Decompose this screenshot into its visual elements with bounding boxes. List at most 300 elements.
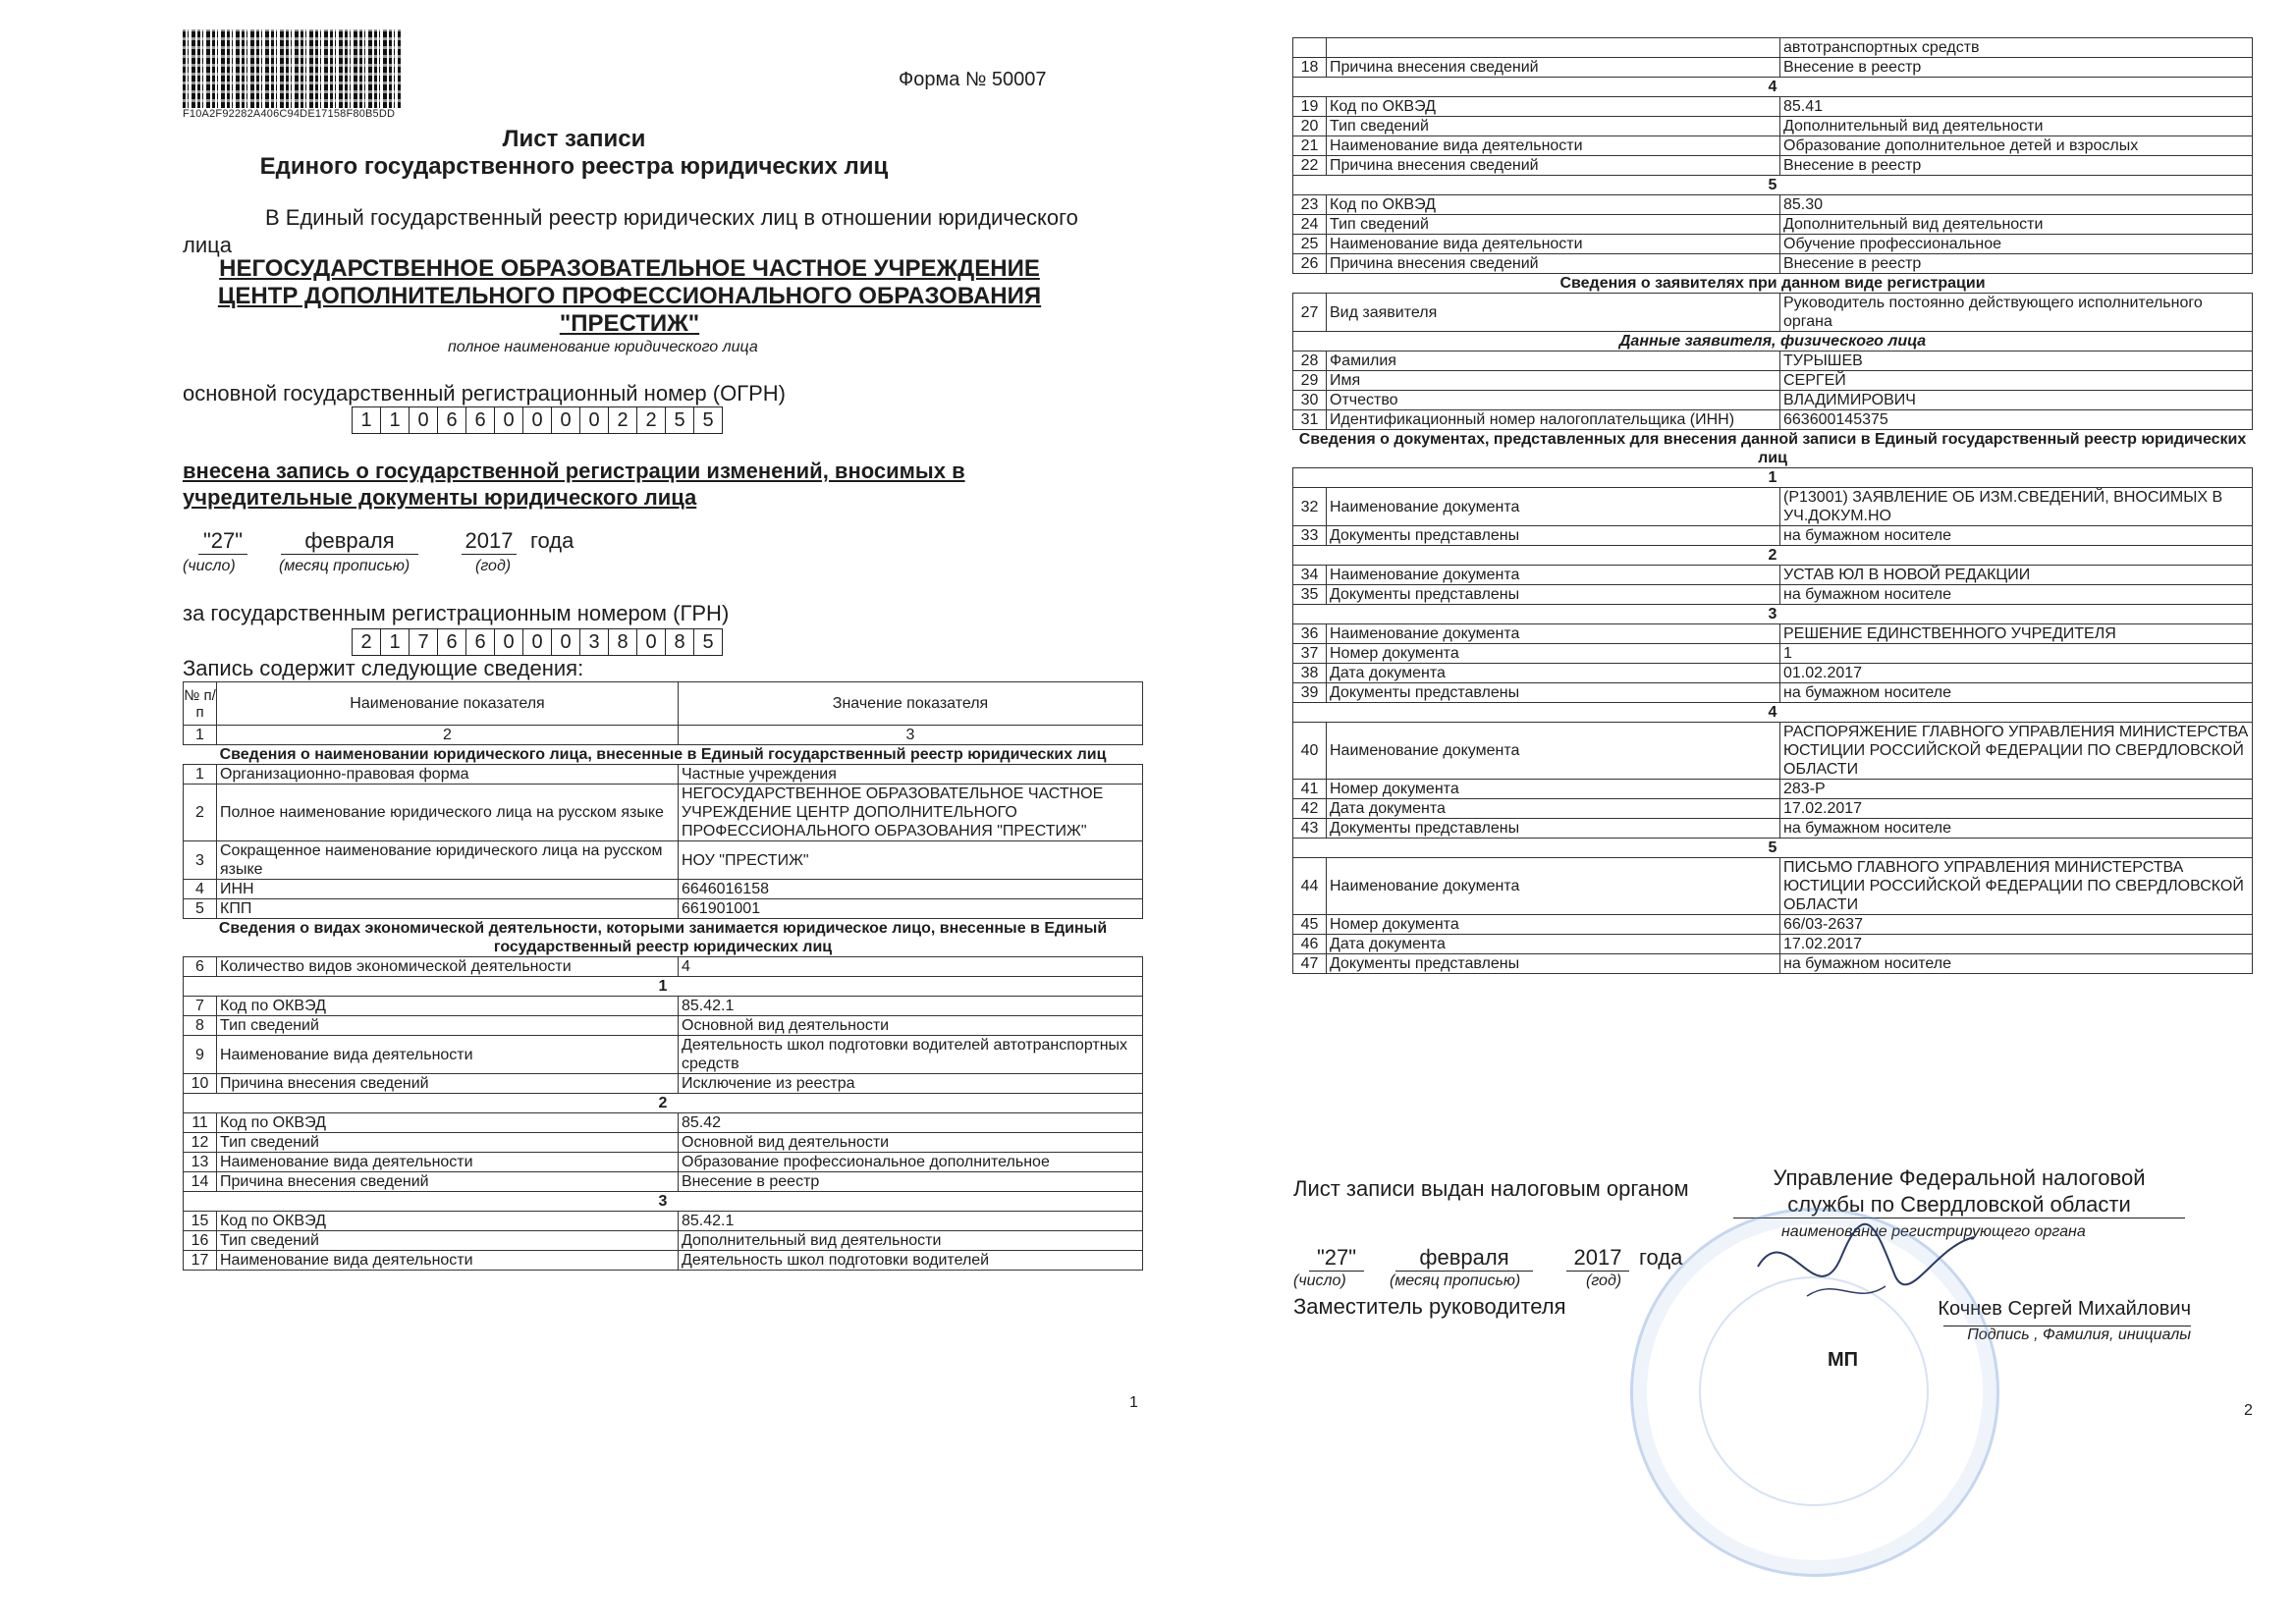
row-number: 27 — [1293, 294, 1327, 332]
table-row — [1293, 526, 2253, 546]
row-indicator-name: Причина внесения сведений — [1327, 156, 1780, 176]
table-row — [1293, 371, 2253, 391]
row-number: 39 — [1293, 683, 1327, 703]
row-indicator-name: Документы представлены — [1327, 819, 1780, 839]
row-indicator-name: Тип сведений — [217, 1133, 679, 1153]
row-number: 34 — [1293, 566, 1327, 585]
row-indicator-name: Полное наименование юридического лица на русском языке — [217, 785, 679, 841]
row-indicator-value: Деятельность школ подготовки водителей автотранспортных средств — [679, 1036, 1143, 1074]
row-indicator-name: Фамилия — [1327, 352, 1780, 371]
record-date — [183, 528, 595, 587]
row-indicator-value: 66/03-2637 — [1780, 915, 2253, 935]
issuer-hint: наименование регистрирующего органа — [1781, 1223, 2086, 1240]
row-number: 17 — [184, 1251, 217, 1271]
row-indicator-value: РЕШЕНИЕ ЕДИНСТВЕННОГО УЧРЕДИТЕЛЯ — [1780, 624, 2253, 644]
row-indicator-value: на бумажном носителе — [1780, 819, 2253, 839]
digit-box: 0 — [579, 406, 609, 434]
table-row — [184, 1133, 1143, 1153]
table-row — [184, 1036, 1143, 1074]
section-documents-heading — [1293, 430, 2253, 468]
row-number: 23 — [1293, 195, 1327, 215]
page-number: 1 — [1129, 1394, 1138, 1411]
row-indicator-name: Наименование документа — [1327, 723, 1780, 780]
row-number: 36 — [1293, 624, 1327, 644]
table-row — [1293, 780, 2253, 799]
row-number: 31 — [1293, 410, 1327, 430]
row-indicator-value: 17.02.2017 — [1780, 799, 2253, 819]
issue-date-year: 2017 — [1566, 1245, 1629, 1272]
digit-box: 5 — [665, 406, 694, 434]
title-line-2: Единого государственного реестра юридических лиц — [259, 153, 889, 180]
row-indicator-name: Наименование вида деятельности — [217, 1036, 679, 1074]
row-indicator-name: Отчество — [1327, 391, 1780, 410]
table-row — [184, 1212, 1143, 1231]
group-heading — [184, 977, 1143, 997]
row-indicator-name: Наименование вида деятельности — [217, 1153, 679, 1172]
title-line-1: Лист записи — [502, 126, 646, 152]
table-row — [184, 1172, 1143, 1192]
table-row — [184, 785, 1143, 841]
row-number: 10 — [184, 1074, 217, 1094]
issuer-line-2: службы по Свердловской области — [1787, 1192, 2131, 1217]
row-indicator-value: 85.42.1 — [679, 1212, 1143, 1231]
section-okved-heading — [184, 919, 1143, 957]
row-number: 22 — [1293, 156, 1327, 176]
row-indicator-name: Количество видов экономической деятельности — [217, 957, 679, 977]
row-indicator-name: Номер документа — [1327, 915, 1780, 935]
row-indicator-value: на бумажном носителе — [1780, 585, 2253, 605]
digit-box: 1 — [380, 628, 410, 656]
row-number: 24 — [1293, 215, 1327, 235]
digit-box: 1 — [352, 406, 381, 434]
mp-label: МП — [1828, 1349, 1859, 1371]
row-indicator-value: 17.02.2017 — [1780, 935, 2253, 954]
row-indicator-name: Код по ОКВЭД — [217, 1113, 679, 1133]
row-indicator-value: Образование дополнительное детей и взрослых — [1780, 136, 2253, 156]
row-indicator-value: 663600145375 — [1780, 410, 2253, 430]
section-applicants-heading-label: Сведения о заявителях при данном виде регистрации — [1559, 275, 1986, 292]
table-row — [1293, 683, 2253, 703]
digit-box: 2 — [636, 406, 666, 434]
digit-box: 5 — [693, 406, 723, 434]
table-row — [184, 1153, 1143, 1172]
row-indicator-value: Дополнительный вид деятельности — [1780, 215, 2253, 235]
row-number: 14 — [184, 1172, 217, 1192]
row-number: 44 — [1293, 858, 1327, 915]
digit-box: 1 — [380, 406, 410, 434]
table-row — [1293, 858, 2253, 915]
row-number: 1 — [184, 765, 217, 785]
org-name-hint: полное наименование юридического лица — [448, 339, 758, 355]
table-row — [1293, 254, 2253, 274]
signer-hint: Подпись , Фамилия, инициалы — [1943, 1326, 2191, 1344]
row-indicator-value: на бумажном носителе — [1780, 683, 2253, 703]
table-row — [184, 899, 1143, 919]
row-number: 7 — [184, 997, 217, 1016]
row-number: 16 — [184, 1231, 217, 1251]
group-heading — [1293, 546, 2253, 566]
row-indicator-name: Вид заявителя — [1327, 294, 1780, 332]
table-row — [1293, 136, 2253, 156]
digit-box: 6 — [465, 406, 495, 434]
ogrn-label: основной государственный регистрационный номер (ОГРН) — [183, 381, 787, 406]
section-documents-heading-label: Сведения о документах, представленных для внесения данной записи в Единый государственный реестр юридических лиц — [1298, 431, 2247, 466]
table-row — [1293, 488, 2253, 526]
group-heading — [1293, 605, 2253, 624]
date-year-word: года — [530, 528, 574, 553]
group-heading-label: 4 — [1293, 703, 2253, 723]
header-number: № п/п — [184, 682, 217, 726]
group-heading — [1293, 176, 2253, 195]
row-indicator-name: Тип сведений — [217, 1016, 679, 1036]
digit-box: 6 — [437, 628, 466, 656]
table-row — [1293, 235, 2253, 254]
row-indicator-value: ПИСЬМО ГЛАВНОГО УПРАВЛЕНИЯ МИНИСТЕРСТВА ЮСТИЦИИ РОССИЙСКОЙ ФЕДЕРАЦИИ ПО СВЕРДЛОВСКОЙ ОБЛАСТИ — [1780, 858, 2253, 915]
row-number: 29 — [1293, 371, 1327, 391]
table-row — [184, 1074, 1143, 1094]
row-number: 11 — [184, 1113, 217, 1133]
form-number: Форма № 50007 — [899, 69, 1047, 90]
digit-box: 2 — [352, 628, 381, 656]
section-name-heading — [184, 745, 1143, 765]
contents-label: Запись содержит следующие сведения: — [183, 656, 584, 680]
section-applicants-heading — [1293, 274, 2253, 294]
digit-box: 6 — [465, 628, 495, 656]
table-row — [1293, 954, 2253, 974]
row-number: 28 — [1293, 352, 1327, 371]
row-indicator-name: Номер документа — [1327, 780, 1780, 799]
row-indicator-value: Руководитель постоянно действующего исполнительного органа — [1780, 294, 2253, 332]
row-number: 25 — [1293, 235, 1327, 254]
intro-line-2: лица — [183, 233, 232, 257]
page-number: 2 — [2244, 1402, 2253, 1419]
section-name-heading-label: Сведения о наименовании юридического лица, внесенные в Единый государственный реестр юридических лиц — [219, 746, 1107, 763]
barcode-overlay — [183, 29, 401, 108]
table-row — [184, 765, 1143, 785]
date-hint-day: (число) — [183, 558, 236, 574]
row-indicator-name: Дата документа — [1327, 664, 1780, 683]
row-indicator-name: Наименование вида деятельности — [1327, 235, 1780, 254]
row-indicator-name: Наименование вида деятельности — [217, 1251, 679, 1271]
digit-box: 0 — [522, 628, 552, 656]
row-indicator-value: Образование профессиональное дополнительное — [679, 1153, 1143, 1172]
row-number: 9 — [184, 1036, 217, 1074]
digit-box: 2 — [608, 406, 637, 434]
row-indicator-value: Частные учреждения — [679, 765, 1143, 785]
row-indicator-value: Основной вид деятельности — [679, 1133, 1143, 1153]
table-row — [184, 1251, 1143, 1271]
digit-box: 0 — [409, 406, 438, 434]
row-number: 19 — [1293, 97, 1327, 117]
record-line-1: внесена запись о государственной регистрации изменений, вносимых в — [183, 459, 965, 483]
intro-line-1: В Единый государственный реестр юридических лиц в отношении юридического — [265, 205, 1078, 230]
row-number: 32 — [1293, 488, 1327, 526]
digit-box: 7 — [409, 628, 438, 656]
intro-text — [183, 204, 1155, 259]
header-indicator-value: Значение показателя — [679, 682, 1143, 726]
row-indicator-name: Документы представлены — [1327, 526, 1780, 546]
table-row — [1293, 58, 2253, 78]
digit-box: 0 — [551, 628, 580, 656]
issue-date-hint-year: (год) — [1586, 1272, 1622, 1289]
org-full-name — [183, 255, 1076, 338]
row-indicator-value: на бумажном носителе — [1780, 526, 2253, 546]
table-row — [184, 1016, 1143, 1036]
row-indicator-value: ВЛАДИМИРОВИЧ — [1780, 391, 2253, 410]
row-indicator-value: Исключение из реестра — [679, 1074, 1143, 1094]
row-number: 21 — [1293, 136, 1327, 156]
row-indicator-value: 661901001 — [679, 899, 1143, 919]
group-heading — [1293, 468, 2253, 488]
row-number: 38 — [1293, 664, 1327, 683]
row-indicator-value: Деятельность школ подготовки водителей — [679, 1251, 1143, 1271]
row-number: 41 — [1293, 780, 1327, 799]
row-number: 37 — [1293, 644, 1327, 664]
table-row — [184, 997, 1143, 1016]
table-row — [1293, 352, 2253, 371]
table-row — [1293, 215, 2253, 235]
row-indicator-name: Документы представлены — [1327, 585, 1780, 605]
row-indicator-name: Наименование документа — [1327, 858, 1780, 915]
row-indicator-value: Дополнительный вид деятельности — [679, 1231, 1143, 1251]
issue-date-day: "27" — [1309, 1245, 1364, 1272]
table-row — [184, 841, 1143, 880]
org-name-line-1: НЕГОСУДАРСТВЕННОЕ ОБРАЗОВАТЕЛЬНОЕ ЧАСТНОЕ УЧРЕЖДЕНИЕ — [219, 255, 1040, 282]
group-heading-label: 2 — [1293, 546, 2253, 566]
table-row — [1293, 624, 2253, 644]
group-heading — [184, 1094, 1143, 1113]
table-row — [1293, 799, 2253, 819]
row-indicator-name: Код по ОКВЭД — [1327, 195, 1780, 215]
digit-box: 8 — [608, 628, 637, 656]
header-indicator-name: Наименование показателя — [217, 682, 679, 726]
row-indicator-value: Внесение в реестр — [679, 1172, 1143, 1192]
table-row — [1293, 664, 2253, 683]
row-indicator-value: автотранспортных средств — [1780, 38, 2253, 58]
row-indicator-value: 01.02.2017 — [1780, 664, 2253, 683]
row-indicator-value: СЕРГЕЙ — [1780, 371, 2253, 391]
column-number-2: 2 — [217, 726, 679, 745]
issue-date-year-word: года — [1639, 1245, 1683, 1270]
signer-position: Заместитель руководителя — [1293, 1294, 1566, 1319]
row-indicator-value: 283-Р — [1780, 780, 2253, 799]
row-number: 3 — [184, 841, 217, 880]
row-number: 8 — [184, 1016, 217, 1036]
row-indicator-name: Документы представлены — [1327, 954, 1780, 974]
table-row — [1293, 195, 2253, 215]
row-indicator-name: Наименование документа — [1327, 488, 1780, 526]
row-indicator-name: Наименование вида деятельности — [1327, 136, 1780, 156]
row-number: 33 — [1293, 526, 1327, 546]
row-indicator-value: ТУРЫШЕВ — [1780, 352, 2253, 371]
section-okved-heading-label: Сведения о видах экономической деятельности, которыми занимается юридическое лицо, внесенные в Единый государственный реестр юридических лиц — [218, 920, 1108, 955]
row-indicator-value: Внесение в реестр — [1780, 156, 2253, 176]
row-indicator-name: Тип сведений — [1327, 117, 1780, 136]
table-row — [184, 1113, 1143, 1133]
issue-date-hint-day: (число) — [1293, 1272, 1346, 1289]
group-heading-label: 3 — [184, 1192, 1143, 1212]
date-year: 2017 — [462, 528, 517, 555]
row-number: 20 — [1293, 117, 1327, 136]
row-indicator-value: 85.30 — [1780, 195, 2253, 215]
row-indicator-name — [1327, 38, 1780, 58]
digit-box: 0 — [494, 406, 523, 434]
group-heading — [1293, 839, 2253, 858]
signature-icon — [1748, 1208, 1984, 1326]
group-heading — [184, 1192, 1143, 1212]
row-indicator-value: 85.42.1 — [679, 997, 1143, 1016]
group-heading-label: 5 — [1293, 839, 2253, 858]
row-indicator-name: Причина внесения сведений — [217, 1172, 679, 1192]
row-number: 30 — [1293, 391, 1327, 410]
table-row — [184, 1231, 1143, 1251]
date-month: февраля — [281, 528, 418, 555]
table-row — [184, 880, 1143, 899]
row-indicator-name: Код по ОКВЭД — [217, 997, 679, 1016]
row-indicator-name: Имя — [1327, 371, 1780, 391]
row-indicator-name: Организационно-правовая форма — [217, 765, 679, 785]
row-number: 43 — [1293, 819, 1327, 839]
signer-name: Кочнев Сергей Михайлович — [1938, 1298, 2191, 1320]
org-name-line-2: ЦЕНТР ДОПОЛНИТЕЛЬНОГО ПРОФЕССИОНАЛЬНОГО ОБРАЗОВАНИЯ — [217, 283, 1042, 309]
group-heading — [1293, 703, 2253, 723]
group-heading-label: 2 — [184, 1094, 1143, 1113]
row-number: 47 — [1293, 954, 1327, 974]
grn-label: за государственным регистрационным номером (ГРН) — [183, 601, 730, 625]
row-number: 5 — [184, 899, 217, 919]
ogrn-number — [353, 406, 723, 434]
table-row — [1293, 97, 2253, 117]
table-row — [1293, 935, 2253, 954]
row-number: 13 — [184, 1153, 217, 1172]
row-number — [1293, 38, 1327, 58]
row-indicator-value: (Р13001) ЗАЯВЛЕНИЕ ОБ ИЗМ.СВЕДЕНИЙ, ВНОСИМЫХ В УЧ.ДОКУМ.НО — [1780, 488, 2253, 526]
row-indicator-value: 1 — [1780, 644, 2253, 664]
table-row — [1293, 156, 2253, 176]
table-row — [1293, 117, 2253, 136]
row-indicator-name: Наименование документа — [1327, 566, 1780, 585]
row-indicator-value: 85.41 — [1780, 97, 2253, 117]
barcode-text: F10A2F92282A406C94DE17158F80B5DD — [183, 108, 396, 120]
table-row — [1293, 38, 2253, 58]
row-indicator-name: Причина внесения сведений — [217, 1074, 679, 1094]
records-table-page-2 — [1292, 37, 2253, 974]
row-indicator-value: Дополнительный вид деятельности — [1780, 117, 2253, 136]
group-heading-label: 4 — [1293, 78, 2253, 97]
row-number: 15 — [184, 1212, 217, 1231]
row-indicator-name: Дата документа — [1327, 935, 1780, 954]
date-hint-month: (месяц прописью) — [279, 558, 410, 574]
row-indicator-name: Идентификационный номер налогоплательщика (ИНН) — [1327, 410, 1780, 430]
digit-box: 3 — [579, 628, 609, 656]
row-indicator-value: на бумажном носителе — [1780, 954, 2253, 974]
digit-box: 8 — [665, 628, 694, 656]
date-hint-year: (год) — [475, 558, 512, 574]
issue-date-month: февраля — [1395, 1245, 1533, 1272]
applicant-subheading — [1293, 332, 2253, 352]
date-day: "27" — [198, 528, 247, 555]
row-number: 46 — [1293, 935, 1327, 954]
row-indicator-value: НЕГОСУДАРСТВЕННОЕ ОБРАЗОВАТЕЛЬНОЕ ЧАСТНОЕ УЧРЕЖДЕНИЕ ЦЕНТР ДОПОЛНИТЕЛЬНОГО ПРОФЕССИОНАЛЬНОГО ОБРАЗОВАНИЯ "ПРЕСТИЖ" — [679, 785, 1143, 841]
row-indicator-name: Тип сведений — [1327, 215, 1780, 235]
record-line-2: учредительные документы юридического лица — [183, 485, 697, 510]
row-number: 12 — [184, 1133, 217, 1153]
row-indicator-value: Основной вид деятельности — [679, 1016, 1143, 1036]
digit-box: 0 — [636, 628, 666, 656]
row-indicator-name: Номер документа — [1327, 644, 1780, 664]
row-indicator-value: 4 — [679, 957, 1143, 977]
group-heading-label: 1 — [1293, 468, 2253, 488]
table-row — [1293, 819, 2253, 839]
group-heading-label: 1 — [184, 977, 1143, 997]
table-row — [184, 957, 1143, 977]
digit-box: 6 — [437, 406, 466, 434]
table-row — [1293, 644, 2253, 664]
row-indicator-value: Обучение профессиональное — [1780, 235, 2253, 254]
row-indicator-value: РАСПОРЯЖЕНИЕ ГЛАВНОГО УПРАВЛЕНИЯ МИНИСТЕРСТВА ЮСТИЦИИ РОССИЙСКОЙ ФЕДЕРАЦИИ ПО СВЕРДЛОВСКОЙ ОБЛАСТИ — [1780, 723, 2253, 780]
org-name-line-3: "ПРЕСТИЖ" — [559, 310, 700, 337]
row-indicator-name: ИНН — [217, 880, 679, 899]
row-indicator-value: УСТАВ ЮЛ В НОВОЙ РЕДАКЦИИ — [1780, 566, 2253, 585]
document-title — [0, 126, 1148, 181]
row-number: 2 — [184, 785, 217, 841]
table-row — [1293, 294, 2253, 332]
group-heading-label: 3 — [1293, 605, 2253, 624]
table-row — [1293, 566, 2253, 585]
row-indicator-name: Наименование документа — [1327, 624, 1780, 644]
row-indicator-value: Внесение в реестр — [1780, 58, 2253, 78]
table-row — [1293, 915, 2253, 935]
issue-date-hint-month: (месяц прописью) — [1390, 1272, 1521, 1289]
row-indicator-name: Сокращенное наименование юридического лица на русском языке — [217, 841, 679, 880]
digit-box: 0 — [522, 406, 552, 434]
table-row — [1293, 585, 2253, 605]
column-number-3: 3 — [679, 726, 1143, 745]
row-indicator-value: НОУ "ПРЕСТИЖ" — [679, 841, 1143, 880]
row-number: 18 — [1293, 58, 1327, 78]
table-row — [1293, 723, 2253, 780]
table-column-numbers — [184, 726, 1143, 745]
record-description — [183, 458, 965, 511]
group-heading — [1293, 78, 2253, 97]
row-indicator-name: Тип сведений — [217, 1231, 679, 1251]
row-indicator-name: Код по ОКВЭД — [1327, 97, 1780, 117]
grn-number — [353, 628, 723, 656]
row-indicator-name: Код по ОКВЭД — [217, 1212, 679, 1231]
row-number: 6 — [184, 957, 217, 977]
row-number: 40 — [1293, 723, 1327, 780]
table-header-row — [184, 682, 1143, 726]
table-row — [1293, 410, 2253, 430]
row-number: 26 — [1293, 254, 1327, 274]
row-indicator-name: Дата документа — [1327, 799, 1780, 819]
applicant-subheading-label: Данные заявителя, физического лица — [1293, 332, 2253, 352]
issued-label: Лист записи выдан налоговым органом — [1293, 1176, 1689, 1201]
row-number: 45 — [1293, 915, 1327, 935]
row-number: 42 — [1293, 799, 1327, 819]
row-number: 4 — [184, 880, 217, 899]
row-indicator-name: Причина внесения сведений — [1327, 58, 1780, 78]
records-table-page-1 — [183, 681, 1143, 1271]
row-indicator-name: КПП — [217, 899, 679, 919]
row-indicator-name: Документы представлены — [1327, 683, 1780, 703]
column-number-1: 1 — [184, 726, 217, 745]
issuer-line-1: Управление Федеральной налоговой — [1773, 1165, 2146, 1190]
row-indicator-value: 85.42 — [679, 1113, 1143, 1133]
digit-box: 0 — [551, 406, 580, 434]
table-row — [1293, 391, 2253, 410]
group-heading-label: 5 — [1293, 176, 2253, 195]
